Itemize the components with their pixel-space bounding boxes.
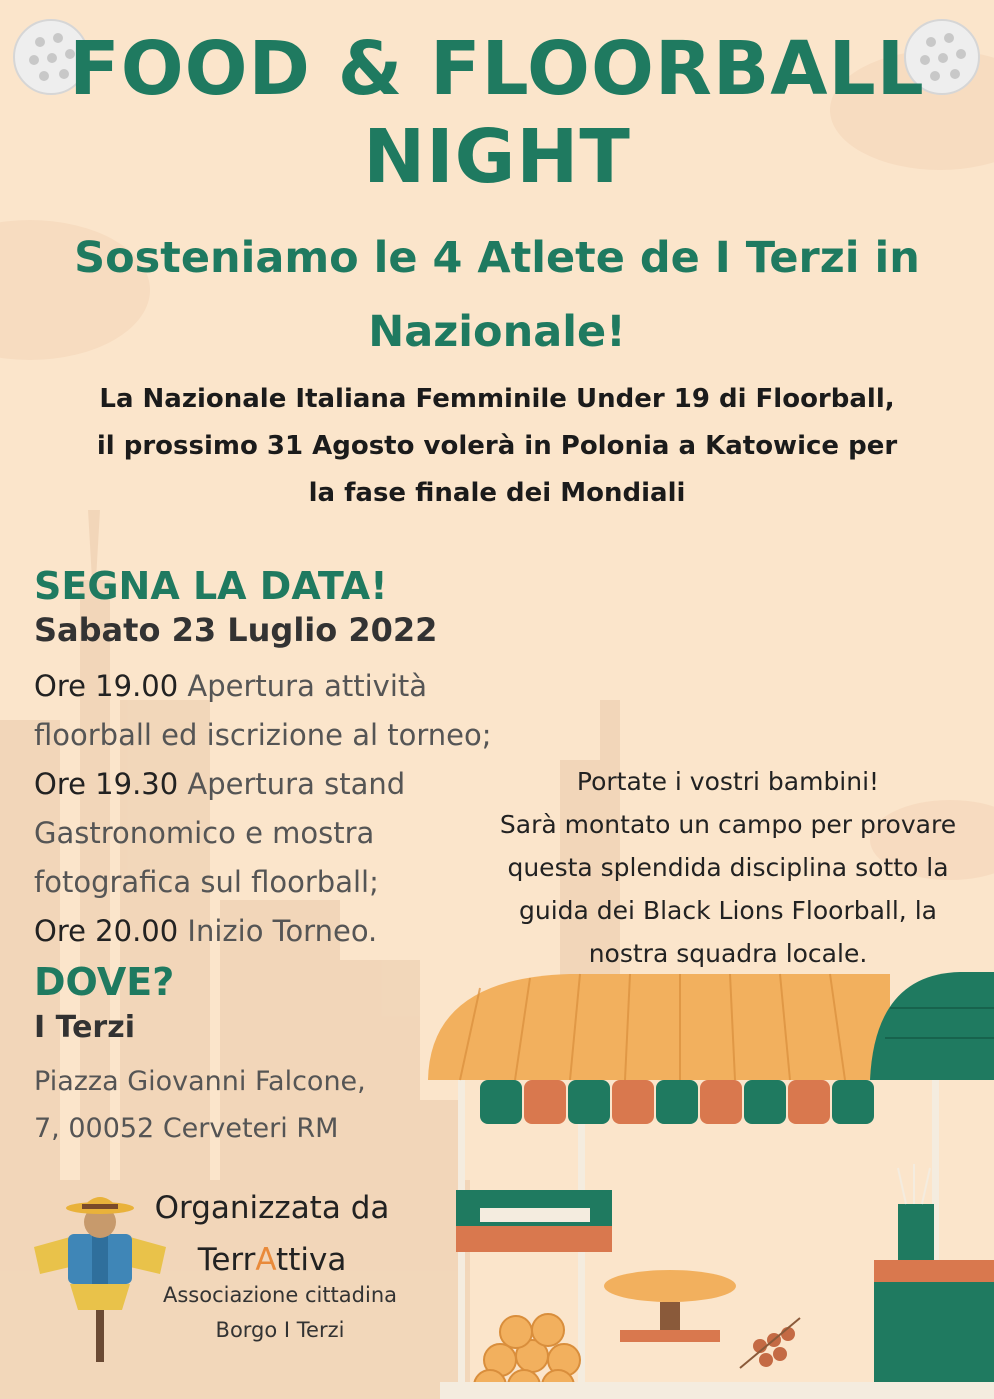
where-heading: DOVE? [34, 960, 175, 1004]
kids-line-3: questa splendida disciplina sotto la [507, 853, 949, 882]
schedule-text: Apertura stand [178, 767, 406, 801]
schedule-text-cont: Gastronomico e mostra [34, 816, 375, 850]
schedule-text-cont: floorball ed iscrizione al torneo; [34, 718, 492, 752]
schedule-time: Ore 19.30 [34, 767, 179, 801]
address [34, 1058, 434, 1152]
kids-line-1: Portate i vostri bambini! [576, 767, 880, 796]
organizer-line: Organizzata da [154, 1190, 390, 1226]
association-line-2: Borgo I Terzi [215, 1318, 345, 1342]
schedule-text: Apertura attività [178, 669, 428, 703]
kids-line-2: Sarà montato un campo per provare [499, 810, 957, 839]
schedule-text: Inizio Torneo. [178, 914, 378, 948]
kids-line-4: guida dei Black Lions Floorball, la [519, 896, 937, 925]
title-line-1: FOOD & FLOORBALL [69, 26, 925, 112]
intro-line-2: il prossimo 31 Agosto volerà in Polonia a Katowice per [96, 431, 898, 461]
organizer-name-accent: A [255, 1242, 277, 1278]
kids-line-5: nostra squadra locale. [588, 939, 868, 968]
intro-line-1: La Nazionale Italiana Femminile Under 19 di Floorball, [99, 384, 895, 414]
kids-info [468, 760, 988, 975]
schedule-text-cont: fotografica sul floorball; [34, 865, 379, 899]
date-heading: SEGNA LA DATA! [34, 564, 388, 608]
schedule-time: Ore 20.00 [34, 914, 179, 948]
subtitle-line-2: Nazionale! [368, 307, 626, 357]
association [150, 1278, 410, 1348]
event-date: Sabato 23 Luglio 2022 [34, 611, 438, 649]
place-name: I Terzi [34, 1010, 135, 1045]
schedule-time: Ore 19.00 [34, 669, 179, 703]
organizer-name-part: Terr [197, 1242, 256, 1278]
scarecrow-icon [30, 1192, 170, 1367]
association-line-1: Associazione cittadina [162, 1283, 397, 1307]
food-stall-illustration [420, 968, 994, 1399]
intro-line-3: la fase finale dei Mondiali [308, 478, 686, 508]
title-line-2: NIGHT [363, 114, 631, 200]
schedule-item-1 [34, 662, 554, 711]
subtitle-line-1: Sosteniamo le 4 Atlete de I Terzi in [74, 233, 920, 283]
address-line-1: Piazza Giovanni Falcone, [34, 1066, 366, 1097]
address-line-2: 7, 00052 Cerveteri RM [34, 1113, 339, 1144]
organizer-name-part: ttiva [276, 1242, 347, 1278]
intro-text [60, 376, 934, 517]
